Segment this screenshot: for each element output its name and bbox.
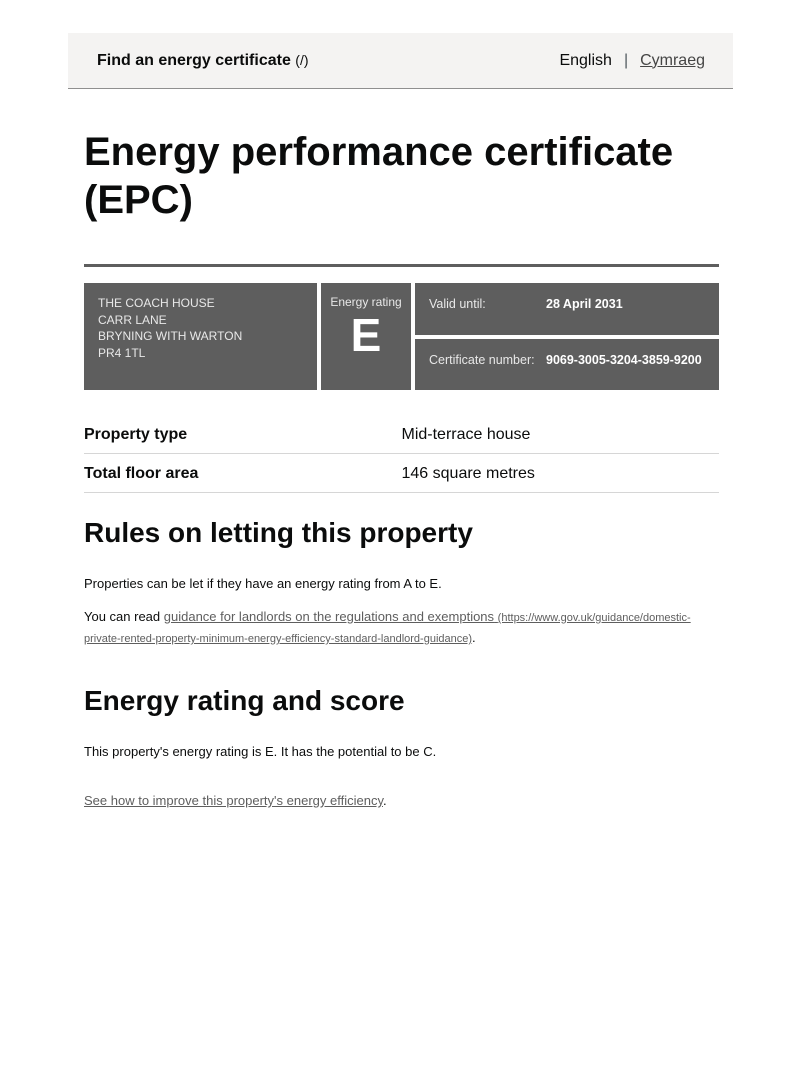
row-label: Property type (84, 426, 188, 443)
energy-rating-label: Energy rating (330, 295, 402, 309)
certificate-number-row (415, 339, 719, 391)
validity-panel (415, 283, 719, 390)
site-title-url: (/) (295, 51, 309, 68)
improve-suffix: . (382, 793, 387, 808)
table-row (84, 454, 719, 493)
site-header (68, 33, 733, 89)
rating-score-paragraph: This property's energy rating is E. It has the potential to be C. (84, 744, 437, 759)
row-value: 146 square metres (401, 465, 535, 482)
letting-rules-paragraph-2 (84, 607, 719, 649)
improve-line (84, 791, 719, 810)
guidance-text-suffix: . (472, 630, 476, 645)
guidance-link-url: (https://www.gov.uk/guidance/domestic-private-rented-property-minimum-energy-efficiency-standard-landlord-guidance) (84, 612, 691, 645)
address-line: BRYNING WITH WARTON (98, 329, 243, 343)
site-title-link[interactable] (97, 52, 309, 70)
page-title: Energy performance certificate (EPC) (84, 130, 674, 222)
certificate-number-value: 9069-3005-3204-3859-9200 (546, 352, 702, 367)
energy-rating-letter: E (350, 309, 382, 361)
valid-until-label: Valid until: (429, 297, 486, 311)
improve-link[interactable]: See how to improve this property's energy efficiency (84, 793, 383, 808)
address-panel (84, 283, 317, 390)
section-divider (84, 264, 719, 267)
certificate-number-label: Certificate number: (429, 352, 535, 367)
main-content (84, 128, 719, 810)
rating-score-heading: Energy rating and score (84, 685, 405, 716)
site-title-text: Find an energy certificate (97, 51, 291, 69)
certificate-summary-box (84, 283, 719, 390)
language-link-cymraeg[interactable]: Cymraeg (640, 51, 705, 69)
address-line: CARR LANE (98, 312, 167, 327)
language-current: English (559, 51, 612, 69)
letting-rules-heading: Rules on letting this property (84, 517, 473, 548)
property-summary-table (84, 415, 719, 493)
row-label: Total floor area (84, 465, 199, 482)
address-line: THE COACH HOUSE (98, 296, 215, 310)
table-row (84, 415, 719, 454)
row-value: Mid-terrace house (401, 426, 531, 443)
valid-until-value: 28 April 2031 (546, 297, 623, 311)
guidance-link-text: guidance for landlords on the regulations and exemptions (163, 609, 495, 624)
guidance-link[interactable] (84, 609, 691, 645)
language-separator: | (623, 51, 629, 69)
address-line: PR4 1TL (98, 345, 146, 360)
energy-rating-panel (321, 283, 411, 390)
letting-rules-paragraph-1: Properties can be let if they have an energy rating from A to E. (84, 576, 442, 591)
language-switcher (559, 52, 705, 70)
guidance-text-prefix: You can read (84, 609, 164, 624)
valid-until-row (415, 283, 719, 335)
